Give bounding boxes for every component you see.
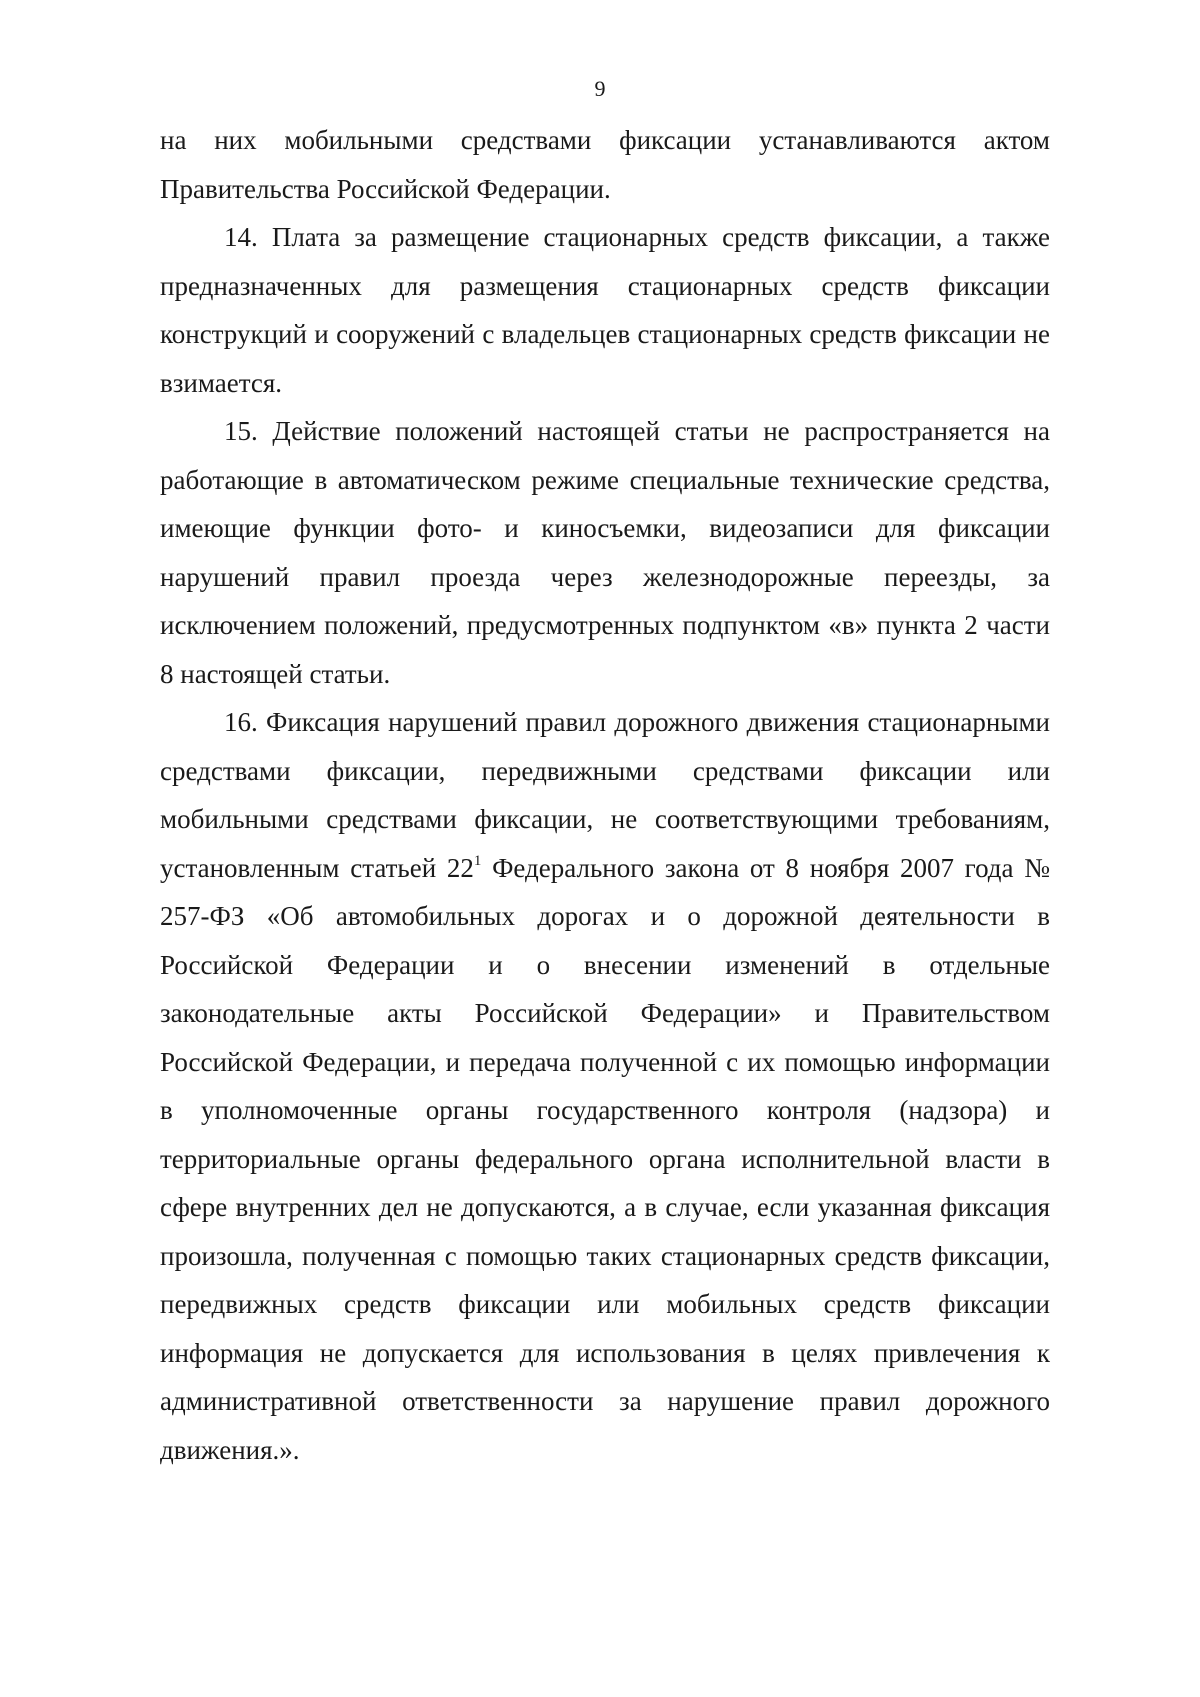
paragraph-16-text-end: Федерального закона от 8 ноября 2007 года № 257-ФЗ «Об автомобильных дорогах и о дорожной деятельности в Российской Федерации и о внесении изменений в отдельные законодательные акты Российской Федерации» и Правительством Российской Федерации, и передача полученной с их помощью информации в уполномоченные органы государственного контроля (надзора) и территориальные органы федерального органа исполнительной власти в сфере внутренних дел не допускаются, а в случае, если указанная фиксация произошла, полученная с помощью таких стационарных средств фиксации, передвижных средств фиксации или мобильных средств фиксации информация не допускается для использования в целях привлечения к административной ответственности за нарушение правил дорожного движения.». [160, 852, 1050, 1465]
paragraph-16 [160, 698, 1050, 1474]
paragraph-continuation: на них мобильными средствами фиксации устанавливаются актом Правительства Российской Федерации. [160, 125, 1050, 204]
article-superscript: 1 [473, 852, 482, 869]
paragraph-15: 15. Действие положений настоящей статьи не распространяется на работающие в автоматическом режиме специальные технические средства, имеющие функции фото- и киносъемки, видеозаписи для фиксации нарушений правил проезда через железнодорожные переезды, за исключением положений, предусмотренных подпунктом «в» пункта 2 части 8 настоящей статьи. [160, 416, 1050, 689]
page-number: 9 [594, 76, 606, 101]
document-body [160, 116, 1050, 1474]
paragraph-14: 14. Плата за размещение стационарных средств фиксации, а также предназначенных для размещения стационарных средств фиксации конструкций и сооружений с владельцев стационарных средств фиксации не взимается. [160, 222, 1050, 398]
paragraph-16-text-start: 16. Фиксация нарушений правил дорожного движения стационарными средствами фиксации, передвижными средствами фиксации или мобильными средствами фиксации, не соответствующими требованиям, установленным статьей 22 [160, 707, 1050, 883]
